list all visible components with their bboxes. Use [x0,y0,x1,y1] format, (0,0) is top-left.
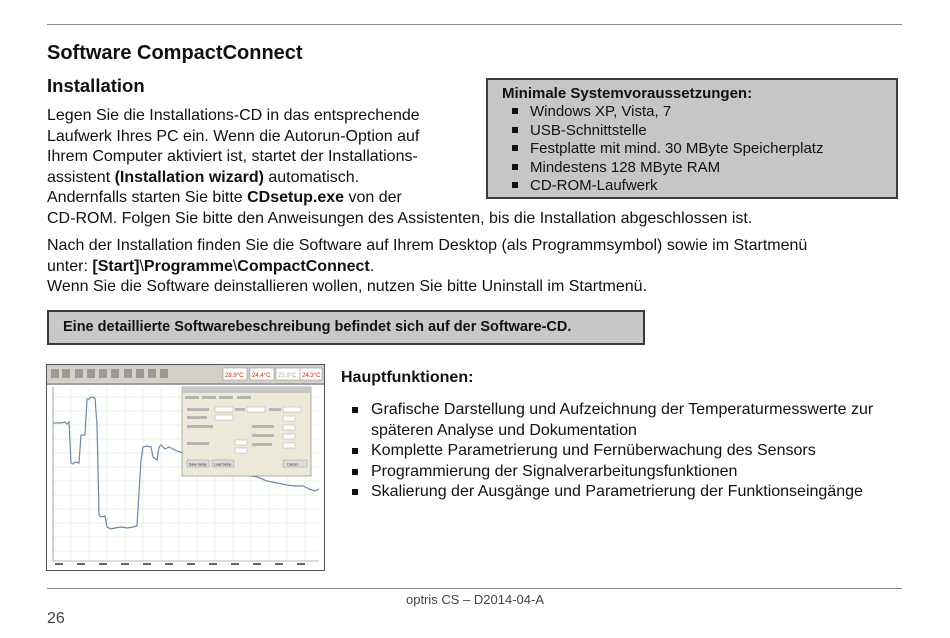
text-line: CD-ROM. Folgen Sie bitte den Anweisungen des Assistenten, bis die Installation abgeschlossen ist. [47,209,753,227]
readout-2: 24.4°C [252,373,271,379]
software-screenshot-graphic [47,365,324,570]
readout-4: 24.3°C [302,373,321,379]
list-item-text: Komplette Parametrierung und Fernüberwachung des Sensors [371,442,816,459]
bullet-icon [352,407,358,413]
list-item [512,103,896,122]
list-item-text: CD-ROM-Laufwerk [530,177,658,194]
path-separator: \ [139,257,144,275]
list-item-text: USB-Schnittstelle [530,121,647,139]
list-item [352,441,912,462]
text-line: Ihrem Computer aktiviert ist, startet der Installations- [47,148,418,166]
list-item [352,400,912,441]
readout-3: 23.9°C [278,373,297,379]
list-item-text: Skalierung der Ausgänge und Parametrierung der Funktionseingänge [371,483,863,500]
menu-path-app: CompactConnect [237,257,370,275]
dialog-button: Cancel [287,462,298,467]
list-item-text: Festplatte mit mind. 30 MByte Speicherplatz [530,140,824,157]
list-item-text: Windows XP, Vista, 7 [530,103,672,120]
software-description-note: Eine detaillierte Softwarebeschreibung befindet sich auf der Software-CD. [47,310,645,345]
features-title: Hauptfunktionen: [341,369,474,386]
text-run: automatisch. [263,168,360,186]
list-item-text: Mindestens 128 MByte RAM [530,158,721,176]
list-item [512,159,896,178]
text-run: unter: [47,257,93,275]
text-line [47,257,917,278]
after-installation-paragraph [47,236,917,298]
software-screenshot [46,364,325,571]
bullet-icon [512,164,518,170]
list-item-text: Grafische Darstellung und Aufzeichnung der Temperaturmesswerte zur späteren Analyse und Dokumentation [371,401,874,439]
dialog-button: Load Setup [214,462,232,467]
footer-rule [47,588,902,589]
system-requirements-title: Minimale Systemvoraussetzungen: [502,85,753,102]
bullet-icon [352,469,358,475]
bullet-icon [512,127,518,133]
bullet-icon [512,108,518,114]
text-run: assistent [47,168,115,186]
header-rule [47,24,902,25]
page-title: Software CompactConnect [47,42,303,64]
menu-path-start: [Start] [92,257,140,275]
system-requirements-list [502,103,896,196]
setup-filename: CDsetup.exe [247,189,345,207]
section-title: Installation [47,75,145,96]
text-run: Andernfalls starten Sie bitte [47,189,248,207]
text-run: . [369,257,375,275]
footer-text: optris CS – D2014-04-A [405,592,544,607]
list-item [512,177,896,196]
text-line: Wenn Sie die Software deinstallieren wollen, nutzen Sie bitte Uninstall im Startmenü. [47,278,648,296]
text-line: Laufwerk Ihres PC ein. Wenn die Autorun-Option auf [47,127,420,145]
text-line: Legen Sie die Installations-CD in das entsprechende [47,107,420,124]
bullet-icon [512,145,518,151]
page-number: 26 [47,610,65,627]
list-item [512,122,896,141]
bullet-icon [512,182,518,188]
list-item-text: Programmierung der Signalverarbeitungsfunktionen [371,462,738,480]
text-run: von der [344,189,402,207]
bullet-icon [352,448,358,454]
readout-1: 28.9°C [225,373,244,379]
menu-path-programs: Programme [143,257,233,275]
list-item [352,462,912,483]
list-item [512,140,896,159]
text-line: Nach der Installation finden Sie die Software auf Ihrem Desktop (als Programmsymbol) sowie im Startmenü [47,237,808,254]
installation-wizard-label: (Installation wizard) [114,168,264,186]
system-requirements-box [486,78,898,199]
dialog-button: Save Setup [189,462,207,467]
list-item [352,482,912,503]
path-separator: \ [232,257,238,275]
bullet-icon [352,489,358,495]
features-list [352,400,912,503]
